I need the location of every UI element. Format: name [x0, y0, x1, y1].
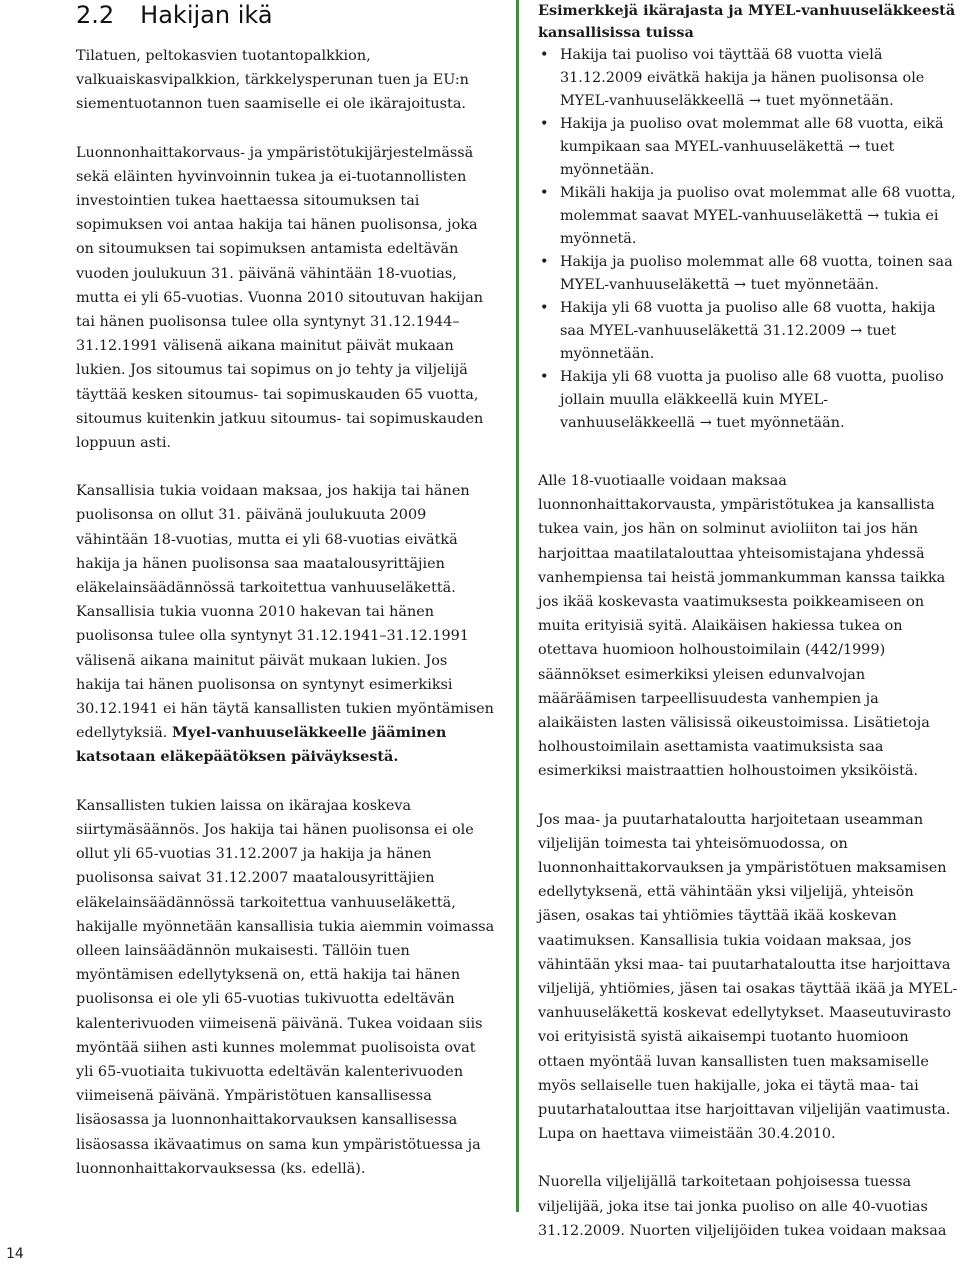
example-list — [538, 44, 958, 435]
section-number: 2.2 — [76, 1, 115, 29]
example-item: • Hakija yli 68 vuotta ja puoliso alle 68 vuotta, puoliso jollain muulla eläkkeellä kuin MYEL-vanhuuseläkkeellä → tuet myönnetään. — [538, 366, 958, 435]
national-support-text: Kansallisia tukia voidaan maksaa, jos hakija tai hänen puolisonsa on ollut 31. päivänä joulukuuta 2009 vähintään 18-vuotias, mutta ei yli 68-vuotias eivätkä hakija ja hänen puolisonsa saa maatalousyrittäjien eläkelainsäädännössä tarkoitettua vanhuuseläkettä. Kansallisia tukia vuonna 2010 hakevan tai hänen puolisonsa tulee olla syntynyt 31.12.1941–31.12.1991 välisenä aikana mainitut päivät mukaan lukien. Jos hakija tai hänen puolisonsa on syntynyt esimerkiksi 30.12.1941 ei hän täytä kansallisten tukien myöntämisen edellytyksiä. — [76, 483, 494, 742]
green-divider — [516, 0, 519, 1212]
left-column — [76, 44, 496, 1181]
paragraph-transition-rule: Kansallisten tukien laissa on ikärajaa koskeva siirtymäsäännös. Jos hakija tai hänen puolisonsa ei ole ollut yli 65-vuotias 31.12.2007 ja hakija ja hänen puolisonsa saivat 31.12.2007 maatalousyrittäjien eläkelainsäädännössä tarkoitettua vanhuuseläkettä, hakijalle myönnetään kansallisia tukia aiemmin voimassa olleen lainsäädännön mukaisesti. Tällöin tuen myöntämisen edellytyksenä on, että hakija tai hänen puolisonsa ei ole yli 65-vuotias tukivuotta edeltävän kalenterivuoden viimeisenä päivänä. Tukea voidaan siis myöntää siihen asti kunnes molemmat puolisoista ovat yli 65-vuotiaita tukivuotta edeltävän kalenterivuoden viimeisenä päivänä. Ympäristötuen kansallisessa lisäosassa ja luonnonhaittakorvauksen kansallisessa lisäosassa ikävaatimus on sama kun ympäristötuessa ja luonnonhaittakorvauksessa (ks. edellä). — [76, 797, 495, 1177]
paragraph-commitment-age: Luonnonhaittakorvaus- ja ympäristötukijärjestelmässä sekä eläinten hyvinvoinnin tukea ja ei-tuotannollisten investointien tukea haettaessa sitoumuksen tai sopimuksen voi antaa hakija tai hänen puolisonsa, joka on sitoumuksen tai sopimuksen antamista edeltävän vuoden joulukuun 31. päivänä vähintään 18-vuotias, mutta ei yli 65-vuotias. Vuonna 2010 sitoutuvan hakijan tai hänen puolisonsa tulee olla syntynyt 31.12.1944–31.12.1991 välisenä aikana mainitut päivät mukaan lukien. Jos sitoumus tai sopimus on jo tehty ja viljelijä täyttää kesken sitoumus- tai sopimuskauden 65 vuotta, sitoumus kuitenkin jatkuu sitoumus- tai sopimuskauden loppuun asti. — [76, 144, 484, 452]
example-item: • Hakija ja puoliso molemmat alle 68 vuotta, toinen saa MYEL-vanhuuseläkettä → tuet myönnetään. — [538, 251, 958, 297]
right-column — [538, 0, 958, 1243]
example-box-title: Esimerkkejä ikärajasta ja MYEL-vanhuuseläkkeestä kansallisissa tuissa — [538, 2, 956, 41]
example-item: • Hakija tai puoliso voi täyttää 68 vuotta vielä 31.12.2009 eivätkä hakija ja hänen puolisonsa ole MYEL-vanhuuseläkkeellä → tuet myönnetään. — [538, 44, 958, 113]
example-item: • Hakija yli 68 vuotta ja puoliso alle 68 vuotta, hakija saa MYEL-vanhuuseläkettä 31.12.2009 → tuet myönnetään. — [538, 297, 958, 366]
paragraph-young-farmer: Nuorella viljelijällä tarkoitetaan pohjoisessa tuessa viljelijää, joka itse tai jonka puoliso on alle 40-vuotias 31.12.2009. Nuorten viljelijöiden tukea voidaan maksaa — [538, 1174, 947, 1239]
example-item: • Hakija ja puoliso ovat molemmat alle 68 vuotta, eikä kumpikaan saa MYEL-vanhuuseläkettä → tuet myönnetään. — [538, 113, 958, 182]
page-number: 14 — [6, 1246, 24, 1262]
section-title: Hakijan ikä — [140, 1, 273, 29]
example-box — [538, 0, 958, 435]
right-paragraphs — [538, 469, 958, 1243]
paragraph-age-limits-direct-support: Tilatuen, peltokasvien tuotantopalkkion, valkuaiskasvipalkkion, tärkkelysperunan tuen ja EU:n siementuotannon tuen saamiselle ei ole ikärajoitusta. — [76, 48, 469, 113]
paragraph-under-18: Alle 18-vuotiaalle voidaan maksaa luonnonhaittakorvausta, ympäristötukea ja kansallista tukea vain, jos hän on solminut avioliiton tai jos hän harjoittaa maatilatalouttaa yhteisomistajana yhdessä vanhempiensa tai heistä jommankumman kanssa taikka jos ikää koskevasta vaatimuksesta poikkeamiseen on muita erityisiä syitä. Alaikäisen hakiessa tukea on otettava huomioon holhoustoimilain (442/1999) säännökset esimerkiksi yleisen edunvalvojan määräämisen tarpeellisuudesta vanhempien ja alaikäisten lasten välisissä oikeustoimissa. Lisätietoja holhoustoimilain asettamista vaatimuksista saa esimerkiksi maistraattien holhoustoimen yksiköistä. — [538, 473, 946, 780]
paragraph-multiple-farmers: Jos maa- ja puutarhataloutta harjoitetaan useamman viljelijän toimesta tai yhteisömuodossa, on luonnonhaittakorvauksen ja ympäristötuen maksamisen edellytyksenä, että vähintään yksi viljelijä, yhteisön jäsen, osakas tai yhtiömies täyttää ikää koskevan vaatimuksen. Kansallisia tukia voidaan maksaa, jos vähintään yksi maa- tai puutarhataloutta itse harjoittava viljelijä, yhtiömies, jäsen tai osakas täyttää ikää ja MYEL- vanhuuseläkettä koskevat edellytykset. Maaseutuvirasto voi erityisistä syistä aikaisempi tuotanto huomioon ottaen myöntää luvan kansallisten tuen maksamiselle myös sellaiselle tuen hakijalle, joka ei täytä maa- tai puutarhatalouttaa itse harjoittavan viljelijän vaatimusta. Lupa on haettava viimeistään 30.4.2010. — [538, 811, 958, 1143]
paragraph-national-support — [76, 479, 496, 769]
section-heading — [76, 0, 273, 30]
example-item: • Mikäli hakija ja puoliso ovat molemmat alle 68 vuotta, molemmat saavat MYEL-vanhuuseläkettä → tukia ei myönnetä. — [538, 182, 958, 251]
pension-date-note: Myel-vanhuuseläkkeelle jääminen katsotaan eläkepäätöksen päiväyksestä. — [76, 724, 447, 766]
